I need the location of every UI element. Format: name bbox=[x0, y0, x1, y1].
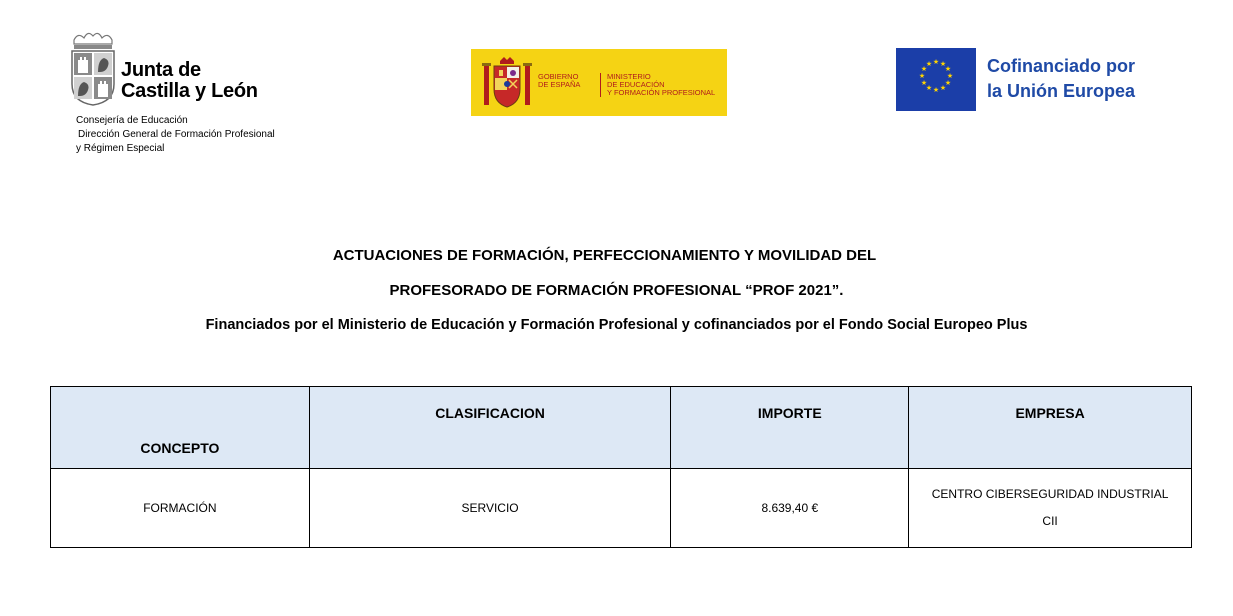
gobierno-espana-logo bbox=[471, 49, 727, 116]
gobierno-line2: DE ESPAÑA bbox=[538, 80, 581, 89]
jcyl-name-line1: Junta de bbox=[121, 59, 201, 81]
document-subtitle: Financiados por el Ministerio de Educación y Formación Profesional y cofinanciados por el Fondo Social Europeo Plus bbox=[205, 317, 1028, 333]
gobierno-divider bbox=[600, 73, 601, 97]
svg-text:★: ★ bbox=[946, 73, 954, 80]
table-header-row bbox=[51, 387, 1192, 469]
document-title-line1: ACTUACIONES DE FORMACIÓN, PERFECCIONAMIENTO Y MOVILIDAD DEL bbox=[332, 247, 877, 264]
cell-importe: 8.639,40 € bbox=[671, 469, 909, 548]
empresa-line1: CENTRO CIBERSEGURIDAD INDUSTRIAL bbox=[931, 487, 1169, 501]
eu-cofinanced-logo bbox=[896, 48, 1156, 112]
svg-text:★: ★ bbox=[925, 61, 933, 68]
ministerio-line3: Y FORMACIÓN PROFESIONAL bbox=[607, 88, 716, 97]
svg-text:★: ★ bbox=[925, 85, 933, 92]
svg-text:★: ★ bbox=[920, 66, 928, 73]
jcyl-regimen: y Régimen Especial bbox=[76, 143, 165, 154]
eu-text-line2: la Unión Europea bbox=[987, 81, 1136, 101]
cell-clasificacion: SERVICIO bbox=[309, 469, 671, 548]
svg-text:★: ★ bbox=[932, 87, 940, 94]
jcyl-direccion: Dirección General de Formación Profesional bbox=[78, 129, 275, 140]
castilla-leon-shield-icon bbox=[70, 30, 116, 106]
header-importe: IMPORTE bbox=[671, 387, 909, 469]
eu-flag-icon bbox=[896, 48, 976, 111]
actuaciones-table bbox=[50, 386, 1192, 548]
svg-text:★: ★ bbox=[920, 80, 928, 87]
jcyl-consejeria: Consejería de Educación bbox=[76, 115, 188, 126]
document-title-line2: PROFESORADO DE FORMACIÓN PROFESIONAL “PROF 2021”. bbox=[389, 282, 844, 299]
svg-text:★: ★ bbox=[944, 66, 952, 73]
table-row bbox=[51, 469, 1192, 548]
ministerio-line2: DE EDUCACIÓN bbox=[607, 80, 665, 89]
cell-concepto: FORMACIÓN bbox=[51, 469, 310, 548]
header-clasificacion: CLASIFICACION bbox=[309, 387, 671, 469]
svg-text:★: ★ bbox=[918, 73, 926, 80]
gobierno-line1: GOBIERNO bbox=[538, 72, 579, 81]
spain-coat-of-arms-icon bbox=[482, 55, 532, 111]
cell-empresa bbox=[909, 469, 1192, 548]
ministerio-line1: MINISTERIO bbox=[607, 72, 651, 81]
header-empresa: EMPRESA bbox=[909, 387, 1192, 469]
empresa-line2: CII bbox=[1042, 514, 1058, 528]
svg-text:★: ★ bbox=[939, 85, 947, 92]
svg-text:★: ★ bbox=[932, 59, 940, 66]
header-concepto: CONCEPTO bbox=[51, 387, 310, 469]
jcyl-logo bbox=[70, 30, 310, 160]
svg-text:★: ★ bbox=[939, 61, 947, 68]
svg-text:★: ★ bbox=[944, 80, 952, 87]
eu-text-line1: Cofinanciado por bbox=[987, 56, 1135, 76]
jcyl-name-line2: Castilla y León bbox=[121, 80, 258, 102]
